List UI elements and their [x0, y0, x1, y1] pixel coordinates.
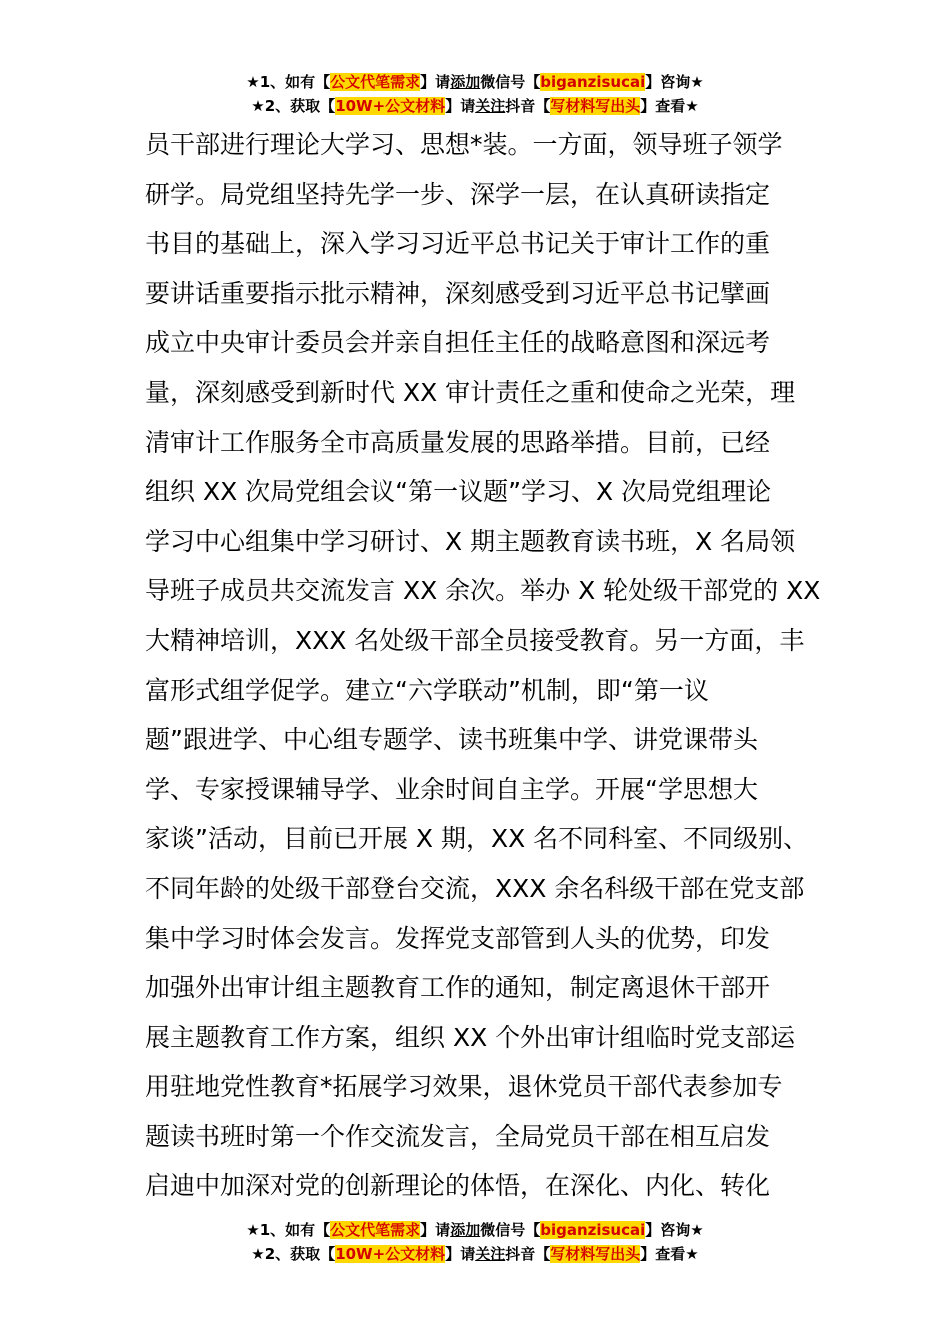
body-line: 组织 XX 次局党组会议“第一议题”学习、X 次局党组理论 — [145, 477, 772, 507]
header-banner — [0, 70, 950, 118]
highlight-service: 公文代笔需求 — [330, 73, 421, 91]
body-line: 导班子成员共交流发言 XX 余次。举办 X 轮处级干部党的 XX — [145, 576, 821, 606]
highlight-wechat-id: biganzisucai — [540, 1221, 646, 1239]
highlight-materials: 10W+公文材料 — [335, 97, 446, 115]
body-line: 题读书班时第一个作交流发言，全局党员干部在相互启发 — [145, 1121, 771, 1151]
body-line: 富形式组学促学。建立“六学联动”机制，即“第一议 — [145, 675, 709, 705]
highlight-service: 公文代笔需求 — [330, 1221, 421, 1239]
body-line: 展主题教育工作方案，组织 XX 个外出审计组临时党支部运 — [145, 1022, 796, 1052]
banner-line-1: ★1、如有【公文代笔需求】请添加微信号【biganzisucai】咨询★ — [246, 73, 704, 91]
highlight-wechat-id: biganzisucai — [540, 73, 646, 91]
banner-line-2: ★2、获取【10W+公文材料】请关注抖音【写材料写出头】查看★ — [251, 1245, 699, 1263]
body-line: 大精神培训，XXX 名处级干部全员接受教育。另一方面，丰 — [145, 625, 805, 655]
body-line: 量，深刻感受到新时代 XX 审计责任之重和使命之光荣，理 — [145, 377, 796, 407]
banner-line-2: ★2、获取【10W+公文材料】请关注抖音【写材料写出头】查看★ — [251, 97, 699, 115]
body-line: 清审计工作服务全市高质量发展的思路举措。目前，已经 — [145, 427, 771, 457]
body-line: 不同年龄的处级干部登台交流，XXX 余名科级干部在党支部 — [145, 873, 805, 903]
body-line: 书目的基础上，深入学习习近平总书记关于审计工作的重 — [145, 229, 771, 259]
body-line: 加强外出审计组主题教育工作的通知，制定离退休干部开 — [145, 973, 771, 1003]
body-line: 学、专家授课辅导学、业余时间自主学。开展“学思想大 — [145, 774, 758, 804]
body-line: 成立中央审计委员会并亲自担任主任的战略意图和深远考 — [145, 328, 771, 358]
highlight-douyin-account: 写材料写出头 — [550, 97, 641, 115]
body-line: 集中学习时体会发言。发挥党支部管到人头的优势，印发 — [145, 923, 771, 953]
body-line: 要讲话重要指示批示精神，深刻感受到习近平总书记擘画 — [145, 278, 771, 308]
highlight-douyin-account: 写材料写出头 — [550, 1245, 641, 1263]
banner-line-1: ★1、如有【公文代笔需求】请添加微信号【biganzisucai】咨询★ — [246, 1221, 704, 1239]
body-line: 题”跟进学、中心组专题学、读书班集中学、讲党课带头 — [145, 725, 758, 755]
footer-banner — [0, 1218, 950, 1266]
highlight-materials: 10W+公文材料 — [335, 1245, 446, 1263]
body-line: 研学。局党组坚持先学一步、深学一层，在认真研读指定 — [145, 179, 771, 209]
body-line: 启迪中加深对党的创新理论的体悟，在深化、内化、转化 — [145, 1171, 771, 1201]
body-line: 学习中心组集中学习研讨、X 期主题教育读书班，X 名局领 — [145, 526, 796, 556]
body-line: 家谈”活动，目前已开展 X 期，XX 名不同科室、不同级别、 — [145, 824, 809, 854]
body-line: 员干部进行理论大学习、思想*装。一方面，领导班子领学 — [145, 130, 783, 159]
document-body — [145, 120, 825, 1211]
body-line: 用驻地党性教育*拓展学习效果，退休党员干部代表参加专 — [145, 1072, 783, 1102]
